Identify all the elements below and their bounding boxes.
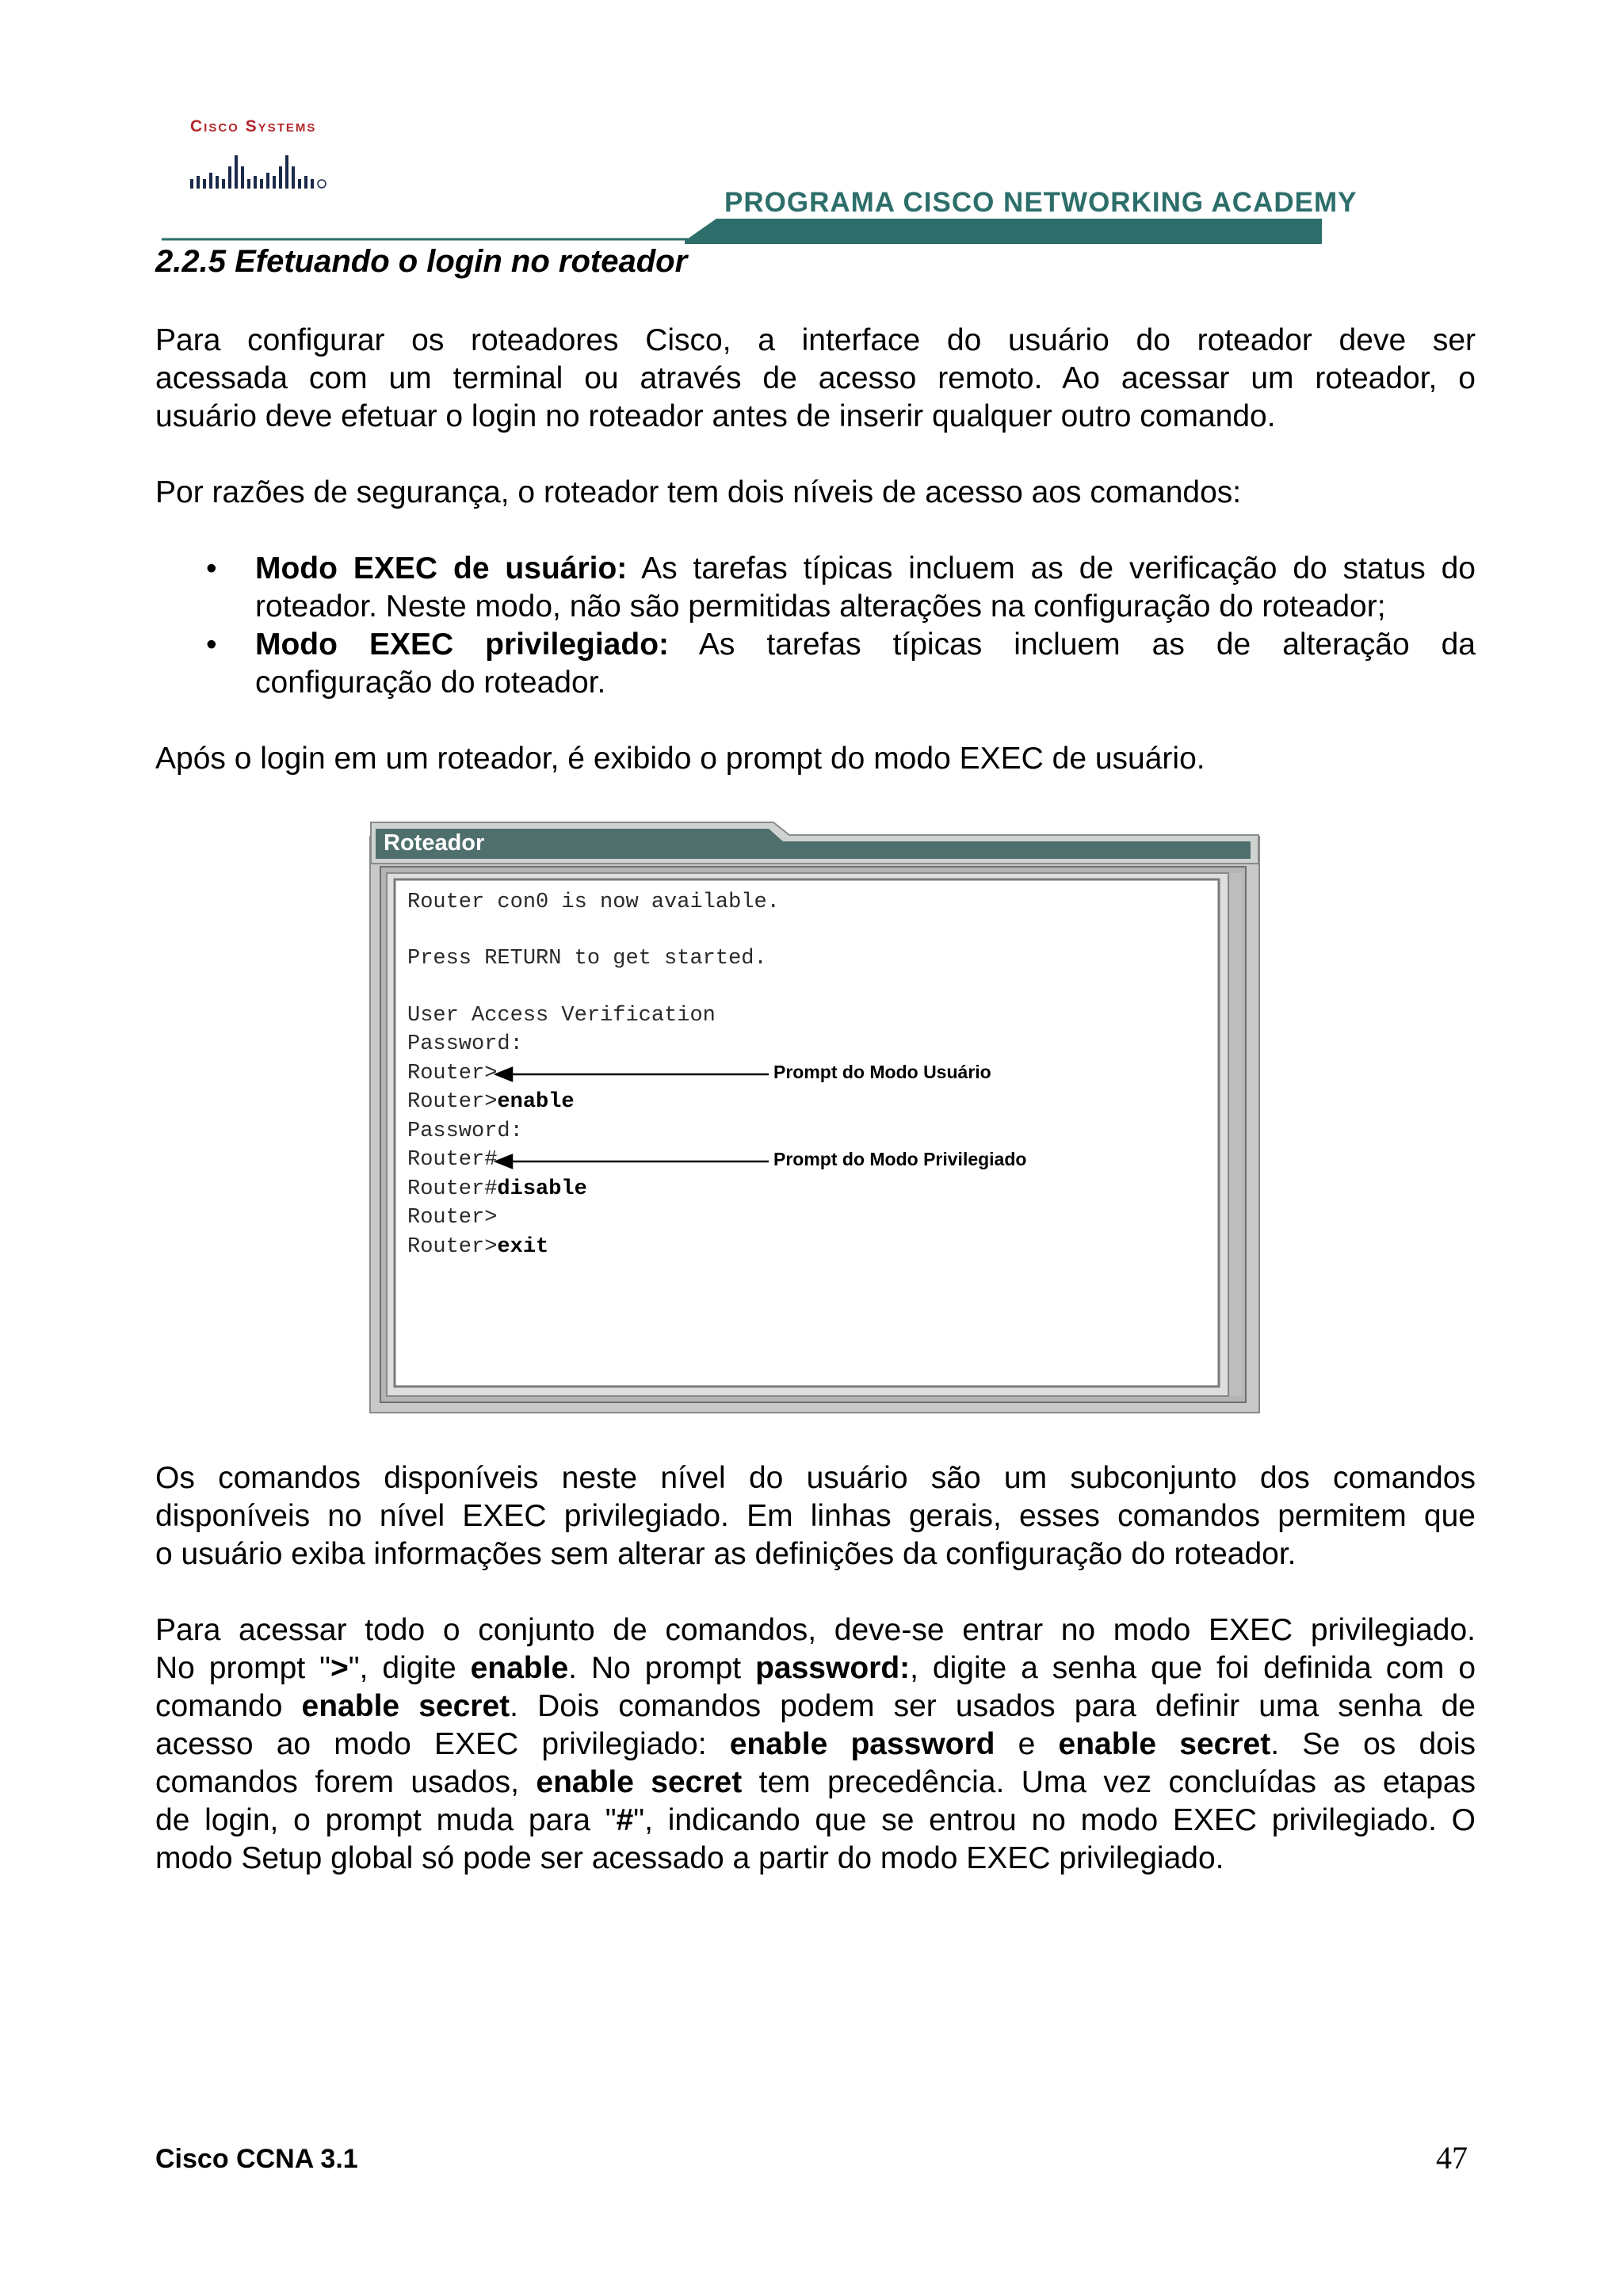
terminal-line: Router>enable — [407, 1090, 575, 1114]
access-line-1: Para acessar todo o conjunto de comandos, deve-se entrar no modo EXEC privilegiado. — [155, 1613, 1476, 1647]
terminal-line: Router# — [407, 1148, 498, 1172]
bullet-dot: • — [206, 551, 217, 585]
access-line-6: de login, o prompt muda para "#", indicando que se entrou no modo EXEC privilegiado. O — [155, 1803, 1476, 1837]
terminal-line: User Access Verification — [407, 1004, 716, 1028]
bullet-line-1: Modo EXEC de usuário: As tarefas típicas incluem as de verificação do status do — [255, 551, 1476, 585]
bullet-line-2: roteador. Neste modo, não são permitidas alterações na configuração do roteador; — [255, 589, 1386, 624]
access-line-3: comando enable secret. Dois comandos podem ser usados para definir uma senha de — [155, 1689, 1476, 1723]
access-line-5: comandos forem usados, enable secret tem precedência. Uma vez concluídas as etapas — [155, 1765, 1476, 1799]
access-line-2: No prompt ">", digite enable. No prompt password:, digite a senha que foi definida com o — [155, 1651, 1476, 1685]
terminal-line: Router> — [407, 1062, 498, 1085]
access-line-4: acesso ao modo EXEC privilegiado: enable password e enable secret. Se os dois — [155, 1727, 1476, 1761]
terminal-line: Router> — [407, 1206, 498, 1230]
subset-line-1: Os comandos disponíveis neste nível do usuário são um subconjunto dos comandos — [155, 1461, 1476, 1495]
academy-banner: PROGRAMA CISCO NETWORKING ACADEMY — [724, 187, 1358, 218]
subset-line-3: o usuário exiba informações sem alterar as definições da configuração do roteador. — [155, 1537, 1296, 1571]
callout-user-prompt: Prompt do Modo Usuário — [773, 1062, 991, 1082]
terminal-line: Router>exit — [407, 1235, 549, 1259]
callout-privileged-prompt: Prompt do Modo Privilegiado — [773, 1149, 1027, 1169]
logo-text: Cisco Systems — [190, 117, 317, 135]
after-login-text: Após o login em um roteador, é exibido o prompt do modo EXEC de usuário. — [155, 742, 1205, 776]
access-line-7: modo Setup global só pode ser acessado a partir do modo EXEC privilegiado. — [155, 1841, 1224, 1875]
bullet-dot: • — [206, 627, 217, 662]
intro-line-3: usuário deve efetuar o login no roteador antes de inserir qualquer outro comando. — [155, 399, 1276, 433]
bullet-line-1: Modo EXEC privilegiado: As tarefas típicas incluem as de alteração da — [255, 627, 1476, 662]
footer-course: Cisco CCNA 3.1 — [155, 2144, 358, 2174]
levels-intro: Por razões de segurança, o roteador tem dois níveis de acesso aos comandos: — [155, 475, 1242, 509]
cisco-logo — [187, 117, 330, 190]
terminal-line: Press RETURN to get started. — [407, 947, 767, 971]
subset-line-2: disponíveis no nível EXEC privilegiado. Em linhas gerais, esses comandos permitem que — [155, 1499, 1476, 1533]
router-window-title: Roteador — [384, 830, 485, 856]
section-title: 2.2.5 Efetuando o login no roteador — [155, 244, 688, 279]
header-band — [162, 214, 1322, 246]
intro-line-1: Para configurar os roteadores Cisco, a interface do usuário do roteador deve ser — [155, 323, 1476, 357]
bullet-privileged-mode — [206, 626, 1476, 702]
bullet-user-mode — [206, 550, 1476, 626]
terminal-line: Password: — [407, 1119, 523, 1143]
bullet-term: Modo EXEC de usuário: — [255, 551, 628, 585]
bullet-line-2: configuração do roteador. — [255, 666, 606, 700]
bullet-term: Modo EXEC privilegiado: — [255, 627, 670, 662]
terminal-line: Router#disable — [407, 1177, 587, 1201]
intro-line-2: acessada com um terminal ou através de acesso remoto. Ao acessar um roteador, o — [155, 361, 1476, 395]
page-number: 47 — [1436, 2140, 1468, 2176]
terminal-line: Router con0 is now available. — [407, 891, 780, 914]
terminal-line: Password: — [407, 1032, 523, 1056]
cisco-bridge-icon — [190, 149, 330, 189]
